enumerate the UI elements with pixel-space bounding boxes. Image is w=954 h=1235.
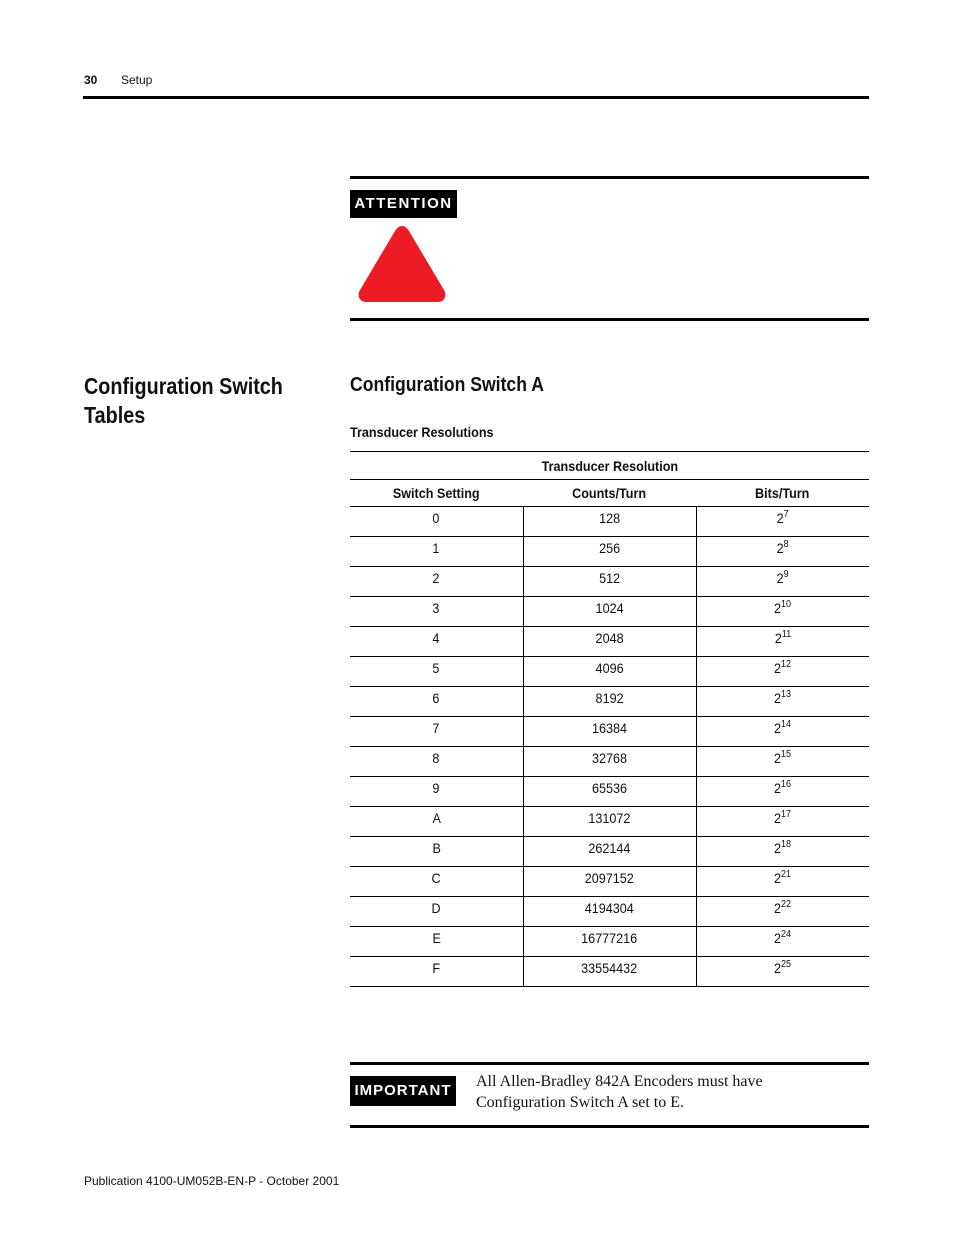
bits-base: 2 bbox=[774, 720, 782, 736]
table-row bbox=[350, 777, 869, 807]
switch-setting-cell bbox=[350, 957, 523, 987]
table-row bbox=[350, 807, 869, 837]
column-header-text: Counts/Turn bbox=[572, 485, 647, 501]
table-row bbox=[350, 957, 869, 987]
bits-exponent: 21 bbox=[781, 869, 792, 880]
counts-turn-cell bbox=[523, 897, 696, 927]
bits-exponent: 22 bbox=[781, 899, 792, 910]
counts-turn-cell bbox=[523, 567, 696, 597]
bits-base: 2 bbox=[774, 900, 782, 916]
table-row bbox=[350, 687, 869, 717]
table-row bbox=[350, 507, 869, 537]
important-text-line: Configuration Switch A set to E. bbox=[476, 1094, 684, 1111]
switch-setting-cell bbox=[350, 567, 523, 597]
bits-turn-cell bbox=[696, 627, 869, 657]
switch-setting-value: A bbox=[432, 810, 441, 826]
section-name: Setup bbox=[121, 73, 153, 87]
switch-setting-cell bbox=[350, 627, 523, 657]
switch-setting-cell bbox=[350, 837, 523, 867]
switch-setting-cell bbox=[350, 537, 523, 567]
bits-turn-value bbox=[774, 780, 791, 796]
column-header-text: Switch Setting bbox=[393, 485, 480, 501]
transducer-resolution-table bbox=[350, 451, 869, 987]
bits-turn-value bbox=[774, 600, 791, 616]
counts-turn-cell bbox=[523, 837, 696, 867]
table-row bbox=[350, 867, 869, 897]
bits-turn-cell bbox=[696, 567, 869, 597]
table-span-header bbox=[350, 452, 869, 480]
counts-turn-value: 16777216 bbox=[581, 930, 638, 946]
counts-turn-cell bbox=[523, 507, 696, 537]
counts-turn-cell bbox=[523, 537, 696, 567]
switch-setting-value: 7 bbox=[432, 720, 440, 736]
bits-exponent: 15 bbox=[781, 749, 792, 760]
column-header-counts-turn bbox=[523, 480, 696, 507]
counts-turn-cell bbox=[523, 687, 696, 717]
bits-base: 2 bbox=[774, 630, 782, 646]
counts-turn-value: 131072 bbox=[588, 810, 631, 826]
switch-setting-value: E bbox=[432, 930, 441, 946]
bits-base: 2 bbox=[774, 600, 782, 616]
counts-turn-cell bbox=[523, 957, 696, 987]
table-row bbox=[350, 537, 869, 567]
bits-turn-cell bbox=[696, 897, 869, 927]
bits-exponent: 9 bbox=[783, 569, 789, 580]
counts-turn-value: 2097152 bbox=[584, 870, 635, 886]
attention-top-rule bbox=[350, 176, 869, 179]
bits-turn-value bbox=[774, 690, 791, 706]
subsection-title: Configuration Switch A bbox=[350, 374, 544, 396]
section-title: Configuration Switch Tables bbox=[84, 373, 283, 428]
bits-base: 2 bbox=[774, 870, 782, 886]
table-row bbox=[350, 837, 869, 867]
bits-turn-cell bbox=[696, 867, 869, 897]
bits-turn-value bbox=[777, 540, 789, 556]
table-row bbox=[350, 627, 869, 657]
bits-exponent: 8 bbox=[783, 539, 789, 550]
counts-turn-value: 8192 bbox=[595, 690, 624, 706]
counts-turn-cell bbox=[523, 747, 696, 777]
counts-turn-cell bbox=[523, 777, 696, 807]
bits-turn-cell bbox=[696, 747, 869, 777]
bits-base: 2 bbox=[774, 810, 782, 826]
bits-base: 2 bbox=[774, 660, 782, 676]
switch-setting-cell bbox=[350, 507, 523, 537]
counts-turn-value: 32768 bbox=[591, 750, 628, 766]
switch-setting-value: 1 bbox=[432, 540, 440, 556]
counts-turn-value: 1024 bbox=[595, 600, 624, 616]
switch-setting-value: B bbox=[432, 840, 441, 856]
bits-turn-value bbox=[774, 840, 791, 856]
switch-setting-value: 4 bbox=[432, 630, 440, 646]
bits-turn-cell bbox=[696, 807, 869, 837]
switch-setting-cell bbox=[350, 597, 523, 627]
switch-setting-value: F bbox=[432, 960, 441, 976]
switch-setting-cell bbox=[350, 747, 523, 777]
switch-setting-value: 2 bbox=[432, 570, 440, 586]
switch-setting-cell bbox=[350, 807, 523, 837]
bits-turn-cell bbox=[696, 717, 869, 747]
table-row bbox=[350, 657, 869, 687]
bits-turn-cell bbox=[696, 777, 869, 807]
switch-setting-value: 0 bbox=[432, 510, 440, 526]
bits-base: 2 bbox=[774, 930, 782, 946]
switch-setting-cell bbox=[350, 777, 523, 807]
bits-turn-value bbox=[775, 630, 791, 646]
table-body bbox=[350, 507, 869, 987]
bits-turn-cell bbox=[696, 687, 869, 717]
page-number: 30 bbox=[84, 73, 98, 87]
switch-setting-value: 6 bbox=[432, 690, 440, 706]
bits-exponent: 14 bbox=[781, 719, 792, 730]
bits-turn-value bbox=[774, 870, 791, 886]
bits-turn-value bbox=[774, 960, 791, 976]
switch-setting-cell bbox=[350, 687, 523, 717]
bits-turn-cell bbox=[696, 537, 869, 567]
counts-turn-cell bbox=[523, 717, 696, 747]
bits-turn-cell bbox=[696, 837, 869, 867]
switch-setting-value: 5 bbox=[432, 660, 440, 676]
table-row bbox=[350, 597, 869, 627]
column-header-text: Bits/Turn bbox=[755, 485, 810, 501]
switch-setting-cell bbox=[350, 927, 523, 957]
bits-exponent: 16 bbox=[781, 779, 792, 790]
important-text-line: All Allen-Bradley 842A Encoders must have bbox=[476, 1073, 763, 1090]
bits-turn-cell bbox=[696, 507, 869, 537]
important-label: IMPORTANT bbox=[350, 1076, 456, 1106]
counts-turn-value: 16384 bbox=[591, 720, 628, 736]
switch-setting-value: 8 bbox=[432, 750, 440, 766]
counts-turn-cell bbox=[523, 597, 696, 627]
bits-turn-value bbox=[777, 510, 789, 526]
switch-setting-cell bbox=[350, 867, 523, 897]
bits-exponent: 24 bbox=[781, 929, 792, 940]
counts-turn-cell bbox=[523, 927, 696, 957]
publication-footer: Publication 4100-UM052B-EN-P - October 2001 bbox=[84, 1174, 340, 1188]
bits-turn-cell bbox=[696, 597, 869, 627]
bits-turn-value bbox=[774, 750, 791, 766]
bits-exponent: 17 bbox=[781, 809, 792, 820]
counts-turn-cell bbox=[523, 807, 696, 837]
bits-base: 2 bbox=[774, 960, 782, 976]
switch-setting-value: 9 bbox=[432, 780, 440, 796]
attention-label: ATTENTION bbox=[350, 190, 457, 218]
counts-turn-value: 4194304 bbox=[584, 900, 635, 916]
table-row bbox=[350, 897, 869, 927]
bits-base: 2 bbox=[774, 780, 782, 796]
bits-turn-cell bbox=[696, 927, 869, 957]
bits-base: 2 bbox=[776, 510, 784, 526]
bits-base: 2 bbox=[774, 690, 782, 706]
bits-turn-cell bbox=[696, 957, 869, 987]
switch-setting-value: D bbox=[431, 900, 441, 916]
table-row bbox=[350, 747, 869, 777]
table-row bbox=[350, 717, 869, 747]
counts-turn-value: 4096 bbox=[595, 660, 624, 676]
bits-exponent: 10 bbox=[781, 599, 792, 610]
bits-turn-value bbox=[777, 570, 789, 586]
bits-exponent: 7 bbox=[783, 509, 789, 520]
bits-turn-cell bbox=[696, 657, 869, 687]
bits-exponent: 13 bbox=[781, 689, 792, 700]
switch-setting-value: C bbox=[431, 870, 441, 886]
bits-base: 2 bbox=[776, 540, 784, 556]
bits-turn-value bbox=[774, 900, 791, 916]
bits-exponent: 18 bbox=[781, 839, 792, 850]
counts-turn-value: 512 bbox=[598, 570, 621, 586]
counts-turn-cell bbox=[523, 627, 696, 657]
bits-turn-value bbox=[774, 660, 791, 676]
counts-turn-value: 2048 bbox=[595, 630, 624, 646]
switch-setting-cell bbox=[350, 717, 523, 747]
important-bottom-rule bbox=[350, 1125, 869, 1128]
counts-turn-value: 256 bbox=[598, 540, 621, 556]
column-header-switch-setting bbox=[350, 480, 523, 507]
switch-setting-cell bbox=[350, 657, 523, 687]
counts-turn-cell bbox=[523, 657, 696, 687]
bits-base: 2 bbox=[774, 750, 782, 766]
counts-turn-value: 128 bbox=[598, 510, 621, 526]
counts-turn-value: 65536 bbox=[591, 780, 628, 796]
bits-turn-value bbox=[774, 810, 791, 826]
bits-base: 2 bbox=[774, 840, 782, 856]
column-header-bits-turn bbox=[696, 480, 869, 507]
table-caption: Transducer Resolutions bbox=[350, 424, 494, 440]
counts-turn-value: 33554432 bbox=[581, 960, 638, 976]
switch-setting-cell bbox=[350, 897, 523, 927]
span-header-text: Transducer Resolution bbox=[541, 457, 678, 474]
bits-exponent: 11 bbox=[781, 629, 791, 640]
bits-exponent: 25 bbox=[781, 959, 792, 970]
bits-turn-value bbox=[774, 720, 791, 736]
bits-turn-value bbox=[774, 930, 791, 946]
attention-bottom-rule bbox=[350, 318, 869, 321]
table-row bbox=[350, 927, 869, 957]
header-rule bbox=[83, 96, 869, 99]
important-text bbox=[476, 1071, 856, 1113]
warning-triangle-icon bbox=[356, 222, 448, 306]
important-top-rule bbox=[350, 1062, 869, 1065]
counts-turn-cell bbox=[523, 867, 696, 897]
table-row bbox=[350, 567, 869, 597]
bits-exponent: 12 bbox=[781, 659, 792, 670]
bits-base: 2 bbox=[776, 570, 784, 586]
switch-setting-value: 3 bbox=[432, 600, 440, 616]
counts-turn-value: 262144 bbox=[588, 840, 631, 856]
